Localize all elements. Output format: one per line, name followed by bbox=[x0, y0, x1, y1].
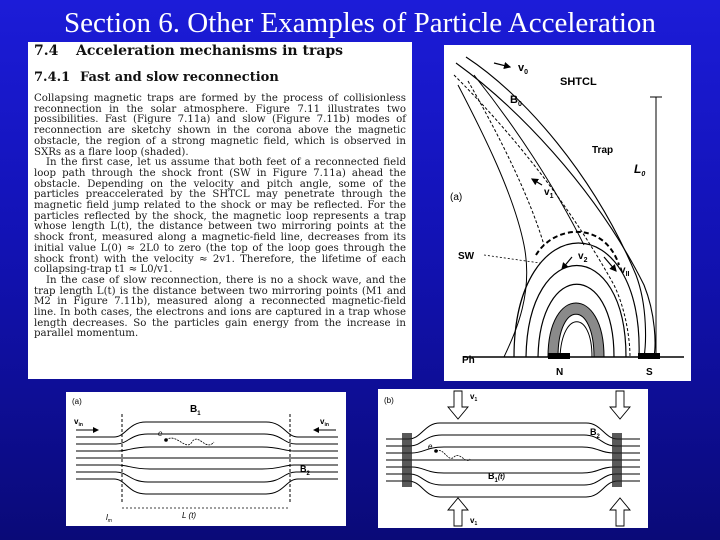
label-vin-left: $v_{in}$ bbox=[74, 417, 83, 428]
footpoint-s bbox=[638, 353, 660, 359]
label-lt: L (t) bbox=[182, 511, 197, 520]
label-trap: Trap bbox=[592, 145, 614, 156]
section-heading bbox=[34, 43, 343, 59]
label-lm: $l_m$ bbox=[106, 513, 112, 524]
field-line bbox=[456, 63, 655, 357]
fast-reconnection-svg bbox=[66, 392, 346, 526]
fast-reconnection-diagram bbox=[66, 392, 346, 526]
label-v-bottom: $v_1$ bbox=[470, 516, 478, 527]
collapsing-trap-svg bbox=[444, 45, 691, 381]
subsection-title: Fast and slow reconnection bbox=[80, 70, 279, 85]
field-lines bbox=[76, 422, 338, 494]
slow-reconnection-diagram bbox=[378, 389, 648, 528]
paragraph: In the case of slow reconnection, there is no a shock wave, and the trap length L(t) is the distance between two mirroring points (M1 and M2 in Figure 7.11b), measured along a reconnected magnetic-field line. In both cases, the electrons and ions are captured in a trap whose length decreases. So the particles gain energy from the increase in parallel momentum. bbox=[34, 274, 406, 340]
paragraph: In the first case, let us assume that both feet of a reconnected field loop path through the shock front (SW in Figure 7.11a) ahead the obstacle. Depending on the velocity and pitch angle, some of the particles preaccelerated by the SHTCL may penetrate through the magnetic field jump related to the shock or may be reflected. For the particles reflected by the shock, the magnetic loop represents a trap whose length L(t), the distance between two mirroring points at the shock front, measured along a magnetic-field line, decreases from its initial value L(0) ≈ 2L0 to zero (the top of the loop goes through the shock front) with the velocity ≈ 2v1. Therefore, the lifetime of each collapsing-trap t1 ≈ L0/v1. bbox=[34, 157, 406, 276]
footpoint-n bbox=[548, 353, 570, 359]
label-v0: $v_0$ bbox=[518, 62, 529, 76]
field-line bbox=[466, 57, 646, 357]
label-v2: $v_2$ bbox=[578, 251, 588, 264]
label-n: N bbox=[556, 367, 564, 378]
slow-reconnection-svg bbox=[378, 389, 648, 528]
subsection-heading bbox=[34, 70, 279, 85]
paragraph: Collapsing magnetic traps are formed by the process of collisionless reconnection in the solar atmosphere. Figure 7.11 illustrates two possibilities. Fast (Figure 7.11a) and slow (Figure 7.11b) modes of reconnection are sketchy shown in the corona above the magnetic obstacle, the region of a strong magnetic field, which is observed in SXRs as a flare loop (shaded). bbox=[34, 93, 406, 158]
label-b1: $B_1$ bbox=[190, 404, 201, 417]
panel-label-b: (b) bbox=[384, 396, 394, 405]
body-text bbox=[34, 94, 406, 340]
label-v-parallel: $v_{II}$ bbox=[620, 265, 630, 278]
label-sw: SW bbox=[458, 251, 475, 262]
collapsing-trap-diagram bbox=[444, 45, 691, 381]
inflow-arrow-top bbox=[448, 391, 468, 419]
label-b0: $B_0$ bbox=[510, 94, 522, 108]
label-l0: $L_0$ bbox=[634, 162, 646, 178]
panel-label-a: (a) bbox=[72, 397, 82, 406]
flare-loop-shaded bbox=[548, 303, 604, 357]
label-b2: $B_2$ bbox=[300, 464, 310, 477]
label-vin-right: $v_{in}$ bbox=[320, 417, 329, 428]
label-b2: $B_2$ bbox=[590, 427, 600, 440]
slide-title: Section 6. Other Examples of Particle Acceleration bbox=[64, 7, 656, 39]
inflow-arrow-bottom bbox=[448, 498, 468, 526]
label-v-top: $v_1$ bbox=[470, 392, 478, 403]
label-electron: e bbox=[428, 442, 433, 451]
book-text-page bbox=[28, 42, 412, 379]
section-number: 7.4 bbox=[34, 43, 59, 59]
label-b1t: $B_1^{(t)}$ bbox=[488, 471, 505, 484]
panel-label-a: (a) bbox=[450, 192, 463, 203]
section-title: Acceleration mechanisms in traps bbox=[76, 43, 344, 59]
field-lines bbox=[386, 423, 640, 497]
label-ph: Ph bbox=[462, 355, 475, 366]
label-s: S bbox=[646, 367, 653, 378]
label-v1: $v_1$ bbox=[544, 187, 554, 200]
label-shtcl: SHTCL bbox=[560, 76, 597, 88]
label-electron: e bbox=[158, 429, 163, 438]
subsection-number: 7.4.1 bbox=[34, 70, 71, 85]
